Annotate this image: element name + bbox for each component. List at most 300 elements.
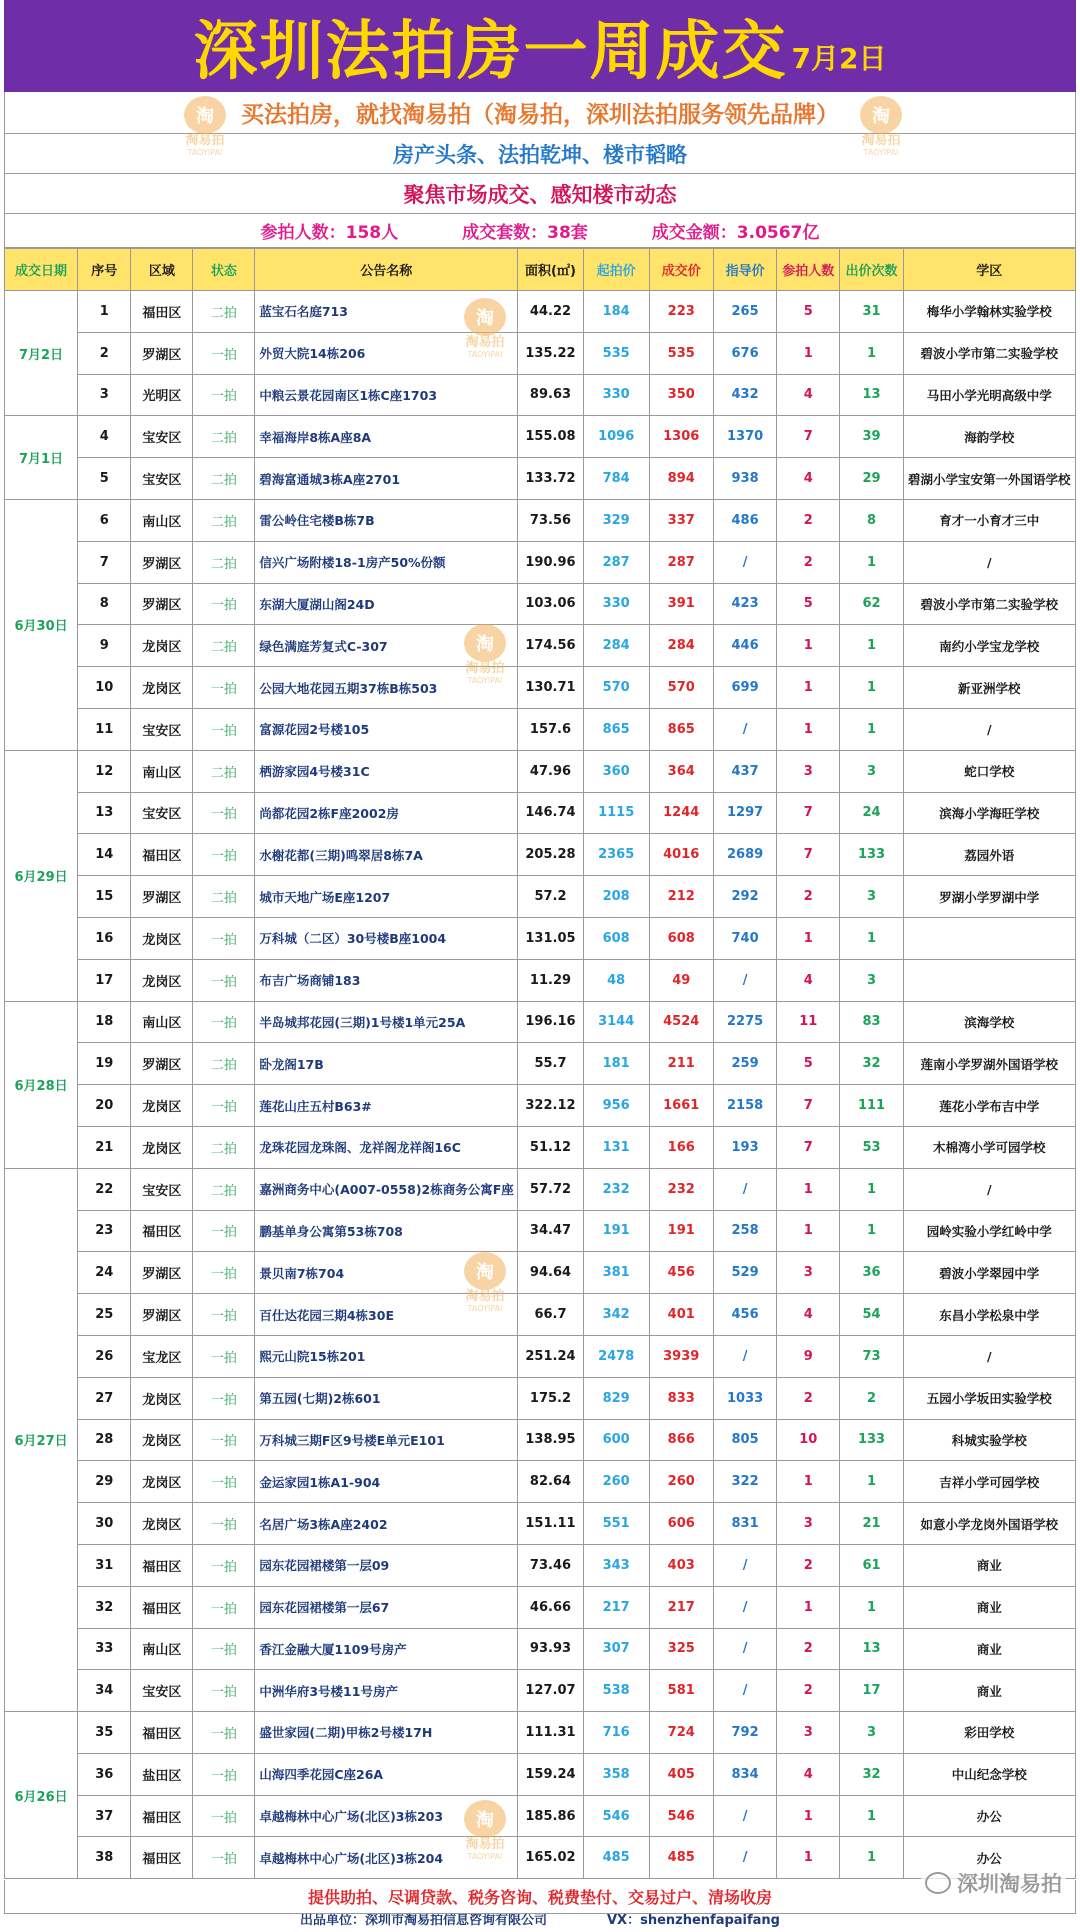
status-cell: 二拍 xyxy=(193,416,255,458)
col-seq: 序号 xyxy=(78,249,131,291)
name-cell: 龙珠花园龙珠阁、龙祥阁龙祥阁16C xyxy=(255,1126,518,1168)
status-cell: 一拍 xyxy=(193,1461,255,1503)
seq-cell: 12 xyxy=(78,750,131,792)
name-cell: 绿色满庭芳复式C-307 xyxy=(255,625,518,667)
bid-times-cell: 83 xyxy=(840,1001,903,1043)
table-body xyxy=(5,291,1076,1879)
deal-price-cell: 403 xyxy=(649,1544,713,1586)
deal-price-cell: 4524 xyxy=(649,1001,713,1043)
guide-price-cell: 2275 xyxy=(713,1001,776,1043)
status-cell: 二拍 xyxy=(193,876,255,918)
guide-price-cell: 432 xyxy=(713,374,776,416)
guide-price-cell: / xyxy=(713,541,776,583)
table-row xyxy=(5,458,1076,500)
guide-price-cell: / xyxy=(713,1335,776,1377)
table-row xyxy=(5,1419,1076,1461)
bidders-cell: 4 xyxy=(777,1294,840,1336)
deal-price-cell: 724 xyxy=(649,1712,713,1754)
status-cell: 一拍 xyxy=(193,1252,255,1294)
status-cell: 一拍 xyxy=(193,1586,255,1628)
bidders-cell: 1 xyxy=(777,1168,840,1210)
area-cell: 138.95 xyxy=(518,1419,584,1461)
deal-price-cell: 405 xyxy=(649,1753,713,1795)
guide-price-cell: / xyxy=(713,1168,776,1210)
bid-times-cell: 3 xyxy=(840,750,903,792)
wechat-icon xyxy=(925,1872,951,1894)
school-cell: 吉祥小学可园学校 xyxy=(903,1461,1075,1503)
bid-times-cell: 13 xyxy=(840,374,903,416)
table-row xyxy=(5,1252,1076,1294)
deal-price-cell: 570 xyxy=(649,667,713,709)
area-cell: 151.11 xyxy=(518,1503,584,1545)
district-cell: 龙岗区 xyxy=(131,1503,193,1545)
table-row xyxy=(5,625,1076,667)
table-row xyxy=(5,1628,1076,1670)
guide-price-cell: 699 xyxy=(713,667,776,709)
start-price-cell: 184 xyxy=(583,291,649,333)
table-row xyxy=(5,1085,1076,1127)
guide-price-cell: 437 xyxy=(713,750,776,792)
deal-price-cell: 1661 xyxy=(649,1085,713,1127)
bidders-cell: 2 xyxy=(777,1377,840,1419)
name-cell: 卧龙阁17B xyxy=(255,1043,518,1085)
school-cell: 办公 xyxy=(903,1837,1075,1879)
name-cell: 外贸大院14栋206 xyxy=(255,332,518,374)
status-cell: 一拍 xyxy=(193,1753,255,1795)
status-cell: 一拍 xyxy=(193,1377,255,1419)
district-cell: 盐田区 xyxy=(131,1753,193,1795)
guide-price-cell: / xyxy=(713,708,776,750)
name-cell: 雷公岭住宅楼B栋7B xyxy=(255,499,518,541)
bid-times-cell: 36 xyxy=(840,1252,903,1294)
bidders-cell: 2 xyxy=(777,499,840,541)
seq-cell: 22 xyxy=(78,1168,131,1210)
bidders-cell: 4 xyxy=(777,458,840,500)
name-cell: 尚都花园2栋F座2002房 xyxy=(255,792,518,834)
bid-times-cell: 13 xyxy=(840,1628,903,1670)
school-cell: 荔园外语 xyxy=(903,834,1075,876)
area-cell: 190.96 xyxy=(518,541,584,583)
school-cell: 碧波小学市第二实验学校 xyxy=(903,583,1075,625)
status-cell: 一拍 xyxy=(193,917,255,959)
page-title: 深圳法拍房一周成交 xyxy=(193,15,788,89)
bidders-cell: 5 xyxy=(777,291,840,333)
seq-cell: 18 xyxy=(78,1001,131,1043)
bid-times-cell: 39 xyxy=(840,416,903,458)
seq-cell: 35 xyxy=(78,1712,131,1754)
bidders-cell: 2 xyxy=(777,1544,840,1586)
seq-cell: 9 xyxy=(78,625,131,667)
area-cell: 93.93 xyxy=(518,1628,584,1670)
start-price-cell: 538 xyxy=(583,1670,649,1712)
school-cell: 碧湖小学宝安第一外国语学校 xyxy=(903,458,1075,500)
status-cell: 一拍 xyxy=(193,1544,255,1586)
seq-cell: 14 xyxy=(78,834,131,876)
school-cell: 梅华小学翰林实验学校 xyxy=(903,291,1075,333)
area-cell: 196.16 xyxy=(518,1001,584,1043)
date-group-cell: 6月29日 xyxy=(5,750,78,1001)
seq-cell: 15 xyxy=(78,876,131,918)
area-cell: 47.96 xyxy=(518,750,584,792)
bidders-cell: 1 xyxy=(777,332,840,374)
guide-price-cell: 2689 xyxy=(713,834,776,876)
area-cell: 127.07 xyxy=(518,1670,584,1712)
publisher-text: 出品单位：深圳市淘易拍信息咨询有限公司 xyxy=(299,1914,547,1928)
area-cell: 55.7 xyxy=(518,1043,584,1085)
deal-price-cell: 166 xyxy=(649,1126,713,1168)
table-header-row xyxy=(5,249,1076,291)
table-row xyxy=(5,1670,1076,1712)
district-cell: 龙岗区 xyxy=(131,959,193,1001)
table-row xyxy=(5,708,1076,750)
school-cell: 东昌小学松泉中学 xyxy=(903,1294,1075,1336)
status-cell: 一拍 xyxy=(193,1210,255,1252)
services-text: 提供助拍、尽调贷款、税务咨询、税费垫付、交易过户、清场收房 xyxy=(307,1888,772,1907)
table-row xyxy=(5,332,1076,374)
deal-price-cell: 485 xyxy=(649,1837,713,1879)
bid-times-cell: 133 xyxy=(840,834,903,876)
bid-times-cell: 1 xyxy=(840,1168,903,1210)
guide-price-cell: 486 xyxy=(713,499,776,541)
school-cell: 科城实验学校 xyxy=(903,1419,1075,1461)
bid-times-cell: 1 xyxy=(840,332,903,374)
school-cell: / xyxy=(903,1168,1075,1210)
watermark-logo: 淘 淘易拍 TAOYIPAI xyxy=(848,96,914,164)
bidders-cell: 1 xyxy=(777,1837,840,1879)
area-cell: 155.08 xyxy=(518,416,584,458)
area-cell: 165.02 xyxy=(518,1837,584,1879)
area-cell: 251.24 xyxy=(518,1335,584,1377)
bid-times-cell: 3 xyxy=(840,876,903,918)
status-cell: 二拍 xyxy=(193,1126,255,1168)
deal-price-cell: 325 xyxy=(649,1628,713,1670)
bid-times-cell: 53 xyxy=(840,1126,903,1168)
start-price-cell: 1115 xyxy=(583,792,649,834)
table-row xyxy=(5,876,1076,918)
start-price-cell: 343 xyxy=(583,1544,649,1586)
district-cell: 龙岗区 xyxy=(131,1126,193,1168)
col-start-price: 起拍价 xyxy=(583,249,649,291)
school-cell: 滨海小学海旺学校 xyxy=(903,792,1075,834)
bidders-cell: 1 xyxy=(777,625,840,667)
school-cell: 商业 xyxy=(903,1544,1075,1586)
name-cell: 山海四季花园C座26A xyxy=(255,1753,518,1795)
school-cell: 商业 xyxy=(903,1670,1075,1712)
seq-cell: 27 xyxy=(78,1377,131,1419)
guide-price-cell: 529 xyxy=(713,1252,776,1294)
table-row xyxy=(5,917,1076,959)
guide-price-cell: 2158 xyxy=(713,1085,776,1127)
deal-price-cell: 223 xyxy=(649,291,713,333)
district-cell: 福田区 xyxy=(131,1210,193,1252)
district-cell: 罗湖区 xyxy=(131,1252,193,1294)
table-row xyxy=(5,416,1076,458)
col-name: 公告名称 xyxy=(255,249,518,291)
district-cell: 龙岗区 xyxy=(131,1085,193,1127)
district-cell: 宝龙区 xyxy=(131,1335,193,1377)
date-group-cell: 7月1日 xyxy=(5,416,78,500)
district-cell: 福田区 xyxy=(131,1712,193,1754)
school-cell: 滨海学校 xyxy=(903,1001,1075,1043)
deal-price-cell: 894 xyxy=(649,458,713,500)
bid-times-cell: 1 xyxy=(840,667,903,709)
table-row xyxy=(5,1712,1076,1754)
start-price-cell: 829 xyxy=(583,1377,649,1419)
guide-price-cell: 1297 xyxy=(713,792,776,834)
seq-cell: 7 xyxy=(78,541,131,583)
start-price-cell: 284 xyxy=(583,625,649,667)
area-cell: 34.47 xyxy=(518,1210,584,1252)
date-group-cell: 6月27日 xyxy=(5,1168,78,1711)
seq-cell: 21 xyxy=(78,1126,131,1168)
district-cell: 福田区 xyxy=(131,291,193,333)
deal-price-cell: 364 xyxy=(649,750,713,792)
district-cell: 龙岗区 xyxy=(131,1419,193,1461)
deal-price-cell: 833 xyxy=(649,1377,713,1419)
district-cell: 龙岗区 xyxy=(131,667,193,709)
bidders-cell: 5 xyxy=(777,583,840,625)
area-cell: 82.64 xyxy=(518,1461,584,1503)
seq-cell: 29 xyxy=(78,1461,131,1503)
bid-times-cell: 61 xyxy=(840,1544,903,1586)
district-cell: 宝安区 xyxy=(131,458,193,500)
name-cell: 园东花园裙楼第一层67 xyxy=(255,1586,518,1628)
name-cell: 第五园(七期)2栋601 xyxy=(255,1377,518,1419)
start-price-cell: 217 xyxy=(583,1586,649,1628)
bid-times-cell: 1 xyxy=(840,1210,903,1252)
name-cell: 名居广场3栋A座2402 xyxy=(255,1503,518,1545)
table-row xyxy=(5,1377,1076,1419)
start-price-cell: 287 xyxy=(583,541,649,583)
seq-cell: 6 xyxy=(78,499,131,541)
bid-times-cell: 1 xyxy=(840,1795,903,1837)
bid-times-cell: 1 xyxy=(840,1461,903,1503)
school-cell: 海韵学校 xyxy=(903,416,1075,458)
start-price-cell: 330 xyxy=(583,583,649,625)
start-price-cell: 360 xyxy=(583,750,649,792)
seq-cell: 28 xyxy=(78,1419,131,1461)
bid-times-cell: 1 xyxy=(840,1837,903,1879)
school-cell: 办公 xyxy=(903,1795,1075,1837)
date-group-cell: 6月30日 xyxy=(5,499,78,750)
deal-price-cell: 191 xyxy=(649,1210,713,1252)
seq-cell: 2 xyxy=(78,332,131,374)
guide-price-cell: / xyxy=(713,959,776,1001)
start-price-cell: 784 xyxy=(583,458,649,500)
school-cell: 商业 xyxy=(903,1586,1075,1628)
name-cell: 鹏基单身公寓第53栋708 xyxy=(255,1210,518,1252)
bid-times-cell: 24 xyxy=(840,792,903,834)
start-price-cell: 600 xyxy=(583,1419,649,1461)
school-cell xyxy=(903,959,1075,1001)
school-cell: 蛇口学校 xyxy=(903,750,1075,792)
col-deal-price: 成交价 xyxy=(649,249,713,291)
status-cell: 一拍 xyxy=(193,1085,255,1127)
status-cell: 一拍 xyxy=(193,1712,255,1754)
guide-price-cell: 831 xyxy=(713,1503,776,1545)
table-row xyxy=(5,1753,1076,1795)
guide-price-cell: 292 xyxy=(713,876,776,918)
stat-amount: 成交金额：3.0567亿 xyxy=(651,223,820,243)
school-cell: 彩田学校 xyxy=(903,1712,1075,1754)
seq-cell: 25 xyxy=(78,1294,131,1336)
area-cell: 89.63 xyxy=(518,374,584,416)
seq-cell: 10 xyxy=(78,667,131,709)
status-cell: 一拍 xyxy=(193,708,255,750)
district-cell: 罗湖区 xyxy=(131,1294,193,1336)
deal-price-cell: 1306 xyxy=(649,416,713,458)
table-row xyxy=(5,1837,1076,1879)
logo-icon: 淘 xyxy=(464,1252,506,1290)
deal-price-cell: 456 xyxy=(649,1252,713,1294)
district-cell: 龙岗区 xyxy=(131,625,193,667)
bidders-cell: 1 xyxy=(777,708,840,750)
school-cell xyxy=(903,917,1075,959)
guide-price-cell: 259 xyxy=(713,1043,776,1085)
title-date: 7月2日 xyxy=(791,42,887,75)
school-cell: 南约小学宝龙学校 xyxy=(903,625,1075,667)
district-cell: 福田区 xyxy=(131,1795,193,1837)
bidders-cell: 7 xyxy=(777,1126,840,1168)
col-date: 成交日期 xyxy=(5,249,78,291)
col-status: 状态 xyxy=(193,249,255,291)
area-cell: 103.06 xyxy=(518,583,584,625)
school-cell: / xyxy=(903,541,1075,583)
name-cell: 莲花山庄五村B63# xyxy=(255,1085,518,1127)
school-cell: 中山纪念学校 xyxy=(903,1753,1075,1795)
deal-price-cell: 535 xyxy=(649,332,713,374)
name-cell: 栖游家园4号楼31C xyxy=(255,750,518,792)
status-cell: 二拍 xyxy=(193,291,255,333)
table-row xyxy=(5,1461,1076,1503)
name-cell: 金运家园1栋A1-904 xyxy=(255,1461,518,1503)
status-cell: 一拍 xyxy=(193,1335,255,1377)
bidders-cell: 3 xyxy=(777,1503,840,1545)
status-cell: 二拍 xyxy=(193,750,255,792)
district-cell: 罗湖区 xyxy=(131,541,193,583)
start-price-cell: 2365 xyxy=(583,834,649,876)
stat-participants: 参拍人数：158人 xyxy=(260,223,399,243)
guide-price-cell: 938 xyxy=(713,458,776,500)
seq-cell: 17 xyxy=(78,959,131,1001)
col-bid-times: 出价次数 xyxy=(840,249,903,291)
seq-cell: 5 xyxy=(78,458,131,500)
guide-price-cell: 676 xyxy=(713,332,776,374)
district-cell: 宝安区 xyxy=(131,1168,193,1210)
school-cell: 新亚洲学校 xyxy=(903,667,1075,709)
status-cell: 一拍 xyxy=(193,1837,255,1879)
district-cell: 龙岗区 xyxy=(131,1377,193,1419)
start-price-cell: 260 xyxy=(583,1461,649,1503)
name-cell: 幸福海岸8栋A座8A xyxy=(255,416,518,458)
date-group-cell: 7月2日 xyxy=(5,291,78,416)
status-cell: 一拍 xyxy=(193,374,255,416)
bidders-cell: 3 xyxy=(777,750,840,792)
title-bar xyxy=(4,0,1076,92)
start-price-cell: 546 xyxy=(583,1795,649,1837)
start-price-cell: 307 xyxy=(583,1628,649,1670)
status-cell: 一拍 xyxy=(193,1294,255,1336)
name-cell: 水榭花都(三期)鸣翠居8栋7A xyxy=(255,834,518,876)
guide-price-cell: 456 xyxy=(713,1294,776,1336)
area-cell: 322.12 xyxy=(518,1085,584,1127)
ad-banner xyxy=(4,92,1076,134)
district-cell: 龙岗区 xyxy=(131,1461,193,1503)
bidders-cell: 2 xyxy=(777,1628,840,1670)
watermark-logo: 淘 淘易拍 TAOYIPAI xyxy=(452,624,518,692)
name-cell: 万科城（二区）30号楼B座1004 xyxy=(255,917,518,959)
bidders-cell: 4 xyxy=(777,374,840,416)
deal-price-cell: 401 xyxy=(649,1294,713,1336)
name-cell: 蓝宝石名庭713 xyxy=(255,291,518,333)
area-cell: 46.66 xyxy=(518,1586,584,1628)
seq-cell: 36 xyxy=(78,1753,131,1795)
area-cell: 11.29 xyxy=(518,959,584,1001)
status-cell: 一拍 xyxy=(193,1419,255,1461)
seq-cell: 31 xyxy=(78,1544,131,1586)
name-cell: 东湖大厦湖山阁24D xyxy=(255,583,518,625)
deal-price-cell: 4016 xyxy=(649,834,713,876)
deal-price-cell: 211 xyxy=(649,1043,713,1085)
school-cell: / xyxy=(903,708,1075,750)
guide-price-cell: / xyxy=(713,1670,776,1712)
area-cell: 57.72 xyxy=(518,1168,584,1210)
bidders-cell: 1 xyxy=(777,1210,840,1252)
subtitle-2: 聚焦市场成交、感知楼市动态 xyxy=(403,182,677,207)
name-cell: 中粮云景花园南区1栋C座1703 xyxy=(255,374,518,416)
guide-price-cell: / xyxy=(713,1544,776,1586)
guide-price-cell: 834 xyxy=(713,1753,776,1795)
guide-price-cell: 1370 xyxy=(713,416,776,458)
seq-cell: 16 xyxy=(78,917,131,959)
deal-price-cell: 337 xyxy=(649,499,713,541)
seq-cell: 19 xyxy=(78,1043,131,1085)
col-area: 面积(㎡) xyxy=(518,249,584,291)
start-price-cell: 342 xyxy=(583,1294,649,1336)
district-cell: 南山区 xyxy=(131,499,193,541)
deal-price-cell: 1244 xyxy=(649,792,713,834)
start-price-cell: 208 xyxy=(583,876,649,918)
bidders-cell: 7 xyxy=(777,416,840,458)
seq-cell: 33 xyxy=(78,1628,131,1670)
start-price-cell: 330 xyxy=(583,374,649,416)
bidders-cell: 10 xyxy=(777,1419,840,1461)
name-cell: 香江金融大厦1109号房产 xyxy=(255,1628,518,1670)
ad-text: 买法拍房，就找淘易拍（淘易拍，深圳法拍服务领先品牌） xyxy=(241,102,839,128)
status-cell: 一拍 xyxy=(193,1670,255,1712)
area-cell: 111.31 xyxy=(518,1712,584,1754)
bidders-cell: 2 xyxy=(777,876,840,918)
area-cell: 135.22 xyxy=(518,332,584,374)
bidders-cell: 2 xyxy=(777,541,840,583)
bidders-cell: 11 xyxy=(777,1001,840,1043)
start-price-cell: 485 xyxy=(583,1837,649,1879)
bidders-cell: 2 xyxy=(777,1670,840,1712)
guide-price-cell: 423 xyxy=(713,583,776,625)
start-price-cell: 3144 xyxy=(583,1001,649,1043)
watermark-logo: 淘 淘易拍 TAOYIPAI xyxy=(172,96,238,164)
start-price-cell: 232 xyxy=(583,1168,649,1210)
start-price-cell: 535 xyxy=(583,332,649,374)
seq-cell: 24 xyxy=(78,1252,131,1294)
area-cell: 94.64 xyxy=(518,1252,584,1294)
start-price-cell: 381 xyxy=(583,1252,649,1294)
status-cell: 二拍 xyxy=(193,1168,255,1210)
deal-price-cell: 866 xyxy=(649,1419,713,1461)
bid-times-cell: 32 xyxy=(840,1043,903,1085)
school-cell: 如意小学龙岗外国语学校 xyxy=(903,1503,1075,1545)
guide-price-cell: 265 xyxy=(713,291,776,333)
